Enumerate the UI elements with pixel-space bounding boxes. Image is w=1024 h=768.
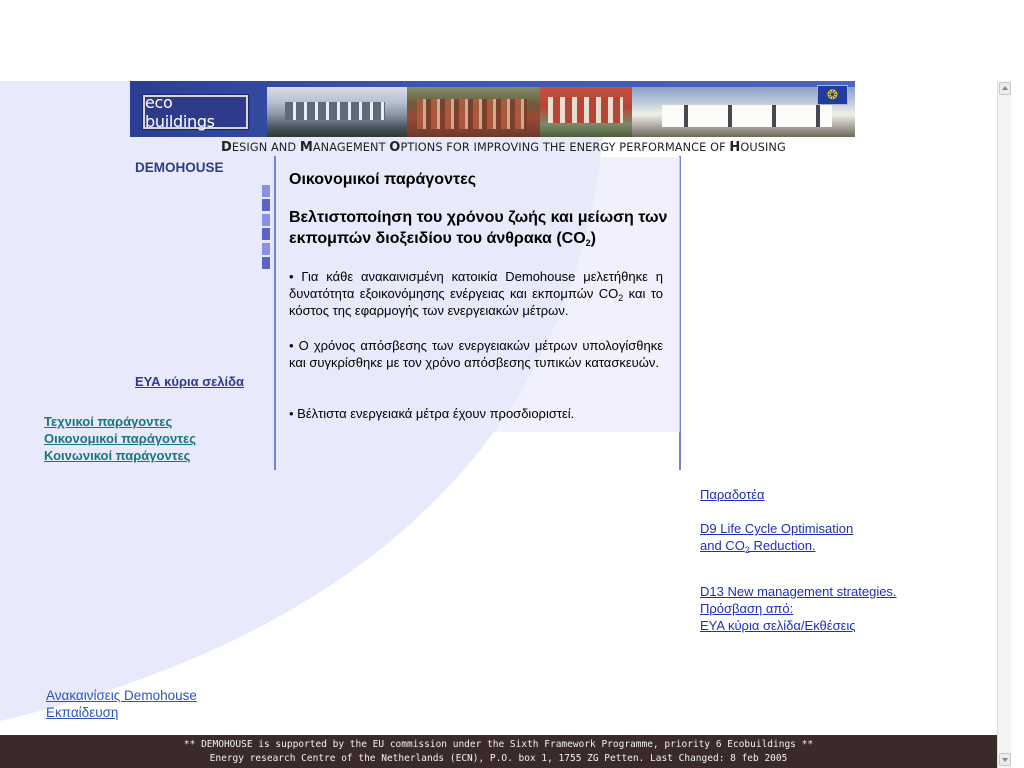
eu-flag-icon: ❂ <box>817 85 848 105</box>
tagline-text: PTIONS FOR IMPROVING THE ENERGY PERFORMANCE OF <box>400 141 730 154</box>
tagline-text: OUSING <box>740 141 786 154</box>
tagline-capital: D <box>221 140 232 155</box>
logo-text: eco buildings <box>145 93 215 131</box>
footer-line-1: ** DEMOHOUSE is supported by the EU commission under the Sixth Framework Programme, priority 6 Ecobuildings ** <box>183 739 814 750</box>
menu-bar-segment[interactable] <box>262 257 270 269</box>
site-tagline <box>221 140 786 155</box>
paragraph-energy-savings: • Για κάθε ανακαινισμένη κατοικία Demohouse μελετήθηκε η δυνατότητα εξοικονόμησης ενέργειας και εκπομπών $CO_2$ και το κόστος της εφαρμογής των ενεργειακών μέτρων. <box>289 269 663 318</box>
d13-report-link[interactable]: D13 New management strategies. Πρόσβαση από: ΕΥΑ κύρια σελίδα/Εκθέσεις <box>700 584 897 633</box>
tagline-capital: O <box>389 140 401 155</box>
link-social-factors[interactable]: Κοινωνικοί παράγοντες <box>44 448 191 463</box>
deliverables-link[interactable]: Παραδοτέα <box>700 487 765 502</box>
menu-bar-segment[interactable] <box>262 228 270 240</box>
paragraph-optimal-measures: • Βέλτιστα ενεργειακά μέτρα έχουν προσδιοριστεί. <box>289 406 575 421</box>
tagline-text: ESIGN AND <box>231 141 300 154</box>
link-technical-factors[interactable]: Τεχνικοί παράγοντες <box>44 414 173 429</box>
banner-photo-red-apartment <box>540 87 632 137</box>
tagline-capital: H <box>729 140 741 155</box>
link-training[interactable]: Εκπαίδευση <box>46 705 119 720</box>
footer <box>0 735 997 768</box>
left-divider <box>274 156 276 470</box>
menu-bar-segment[interactable] <box>262 243 270 255</box>
tagline-text: ANAGEMENT <box>312 141 390 154</box>
footer-line-2: Energy research Centre of the Netherlands (ECN), P.O. box 1, 1755 ZG Petten. Last Changed: 8 feb 2005 <box>209 753 788 764</box>
ecobuildings-logo[interactable] <box>143 95 248 129</box>
banner-photo-brick-housing <box>407 87 540 137</box>
left-panel <box>0 174 262 341</box>
menu-bar-strip <box>262 185 270 271</box>
section-label: DEMOHOUSE <box>135 160 224 175</box>
scroll-down-icon[interactable] <box>999 753 1011 766</box>
menu-bar-segment[interactable] <box>262 185 270 197</box>
home-link[interactable]: ΕΥΑ κύρια σελίδα <box>135 374 245 389</box>
page-viewport <box>0 81 997 768</box>
paragraph-payback: • Ο χρόνος απόσβεσης των ενεργειακών μέτρων υπολογίσθηκε και συγκρίσθηκε με τον χρόνο απόσβεσης τυπικών κατασκευών. <box>289 338 663 370</box>
scroll-up-icon[interactable] <box>999 82 1011 95</box>
link-economic-factors[interactable]: Οικονομικοί παράγοντες <box>44 431 196 446</box>
menu-bar-segment[interactable] <box>262 214 270 226</box>
d9-report-link[interactable]: D9 Life Cycle Optimisation and $CO_2$ Reduction. <box>700 521 854 555</box>
vertical-scrollbar[interactable] <box>997 81 1011 768</box>
banner-photo-modern-building <box>267 87 407 137</box>
link-renovations[interactable]: Ανακαινίσεις Demohouse <box>46 688 197 703</box>
header-banner <box>130 81 855 137</box>
page-subtitle: Βελτιστοποίηση του χρόνου ζωής και μείωση των εκπομπών διοξειδίου του άνθρακα $(CO_2)$ <box>289 209 668 248</box>
page-title: Οικονομικοί παράγοντες <box>289 171 477 188</box>
menu-bar-segment[interactable] <box>262 199 270 211</box>
tagline-capital: M <box>299 140 313 155</box>
